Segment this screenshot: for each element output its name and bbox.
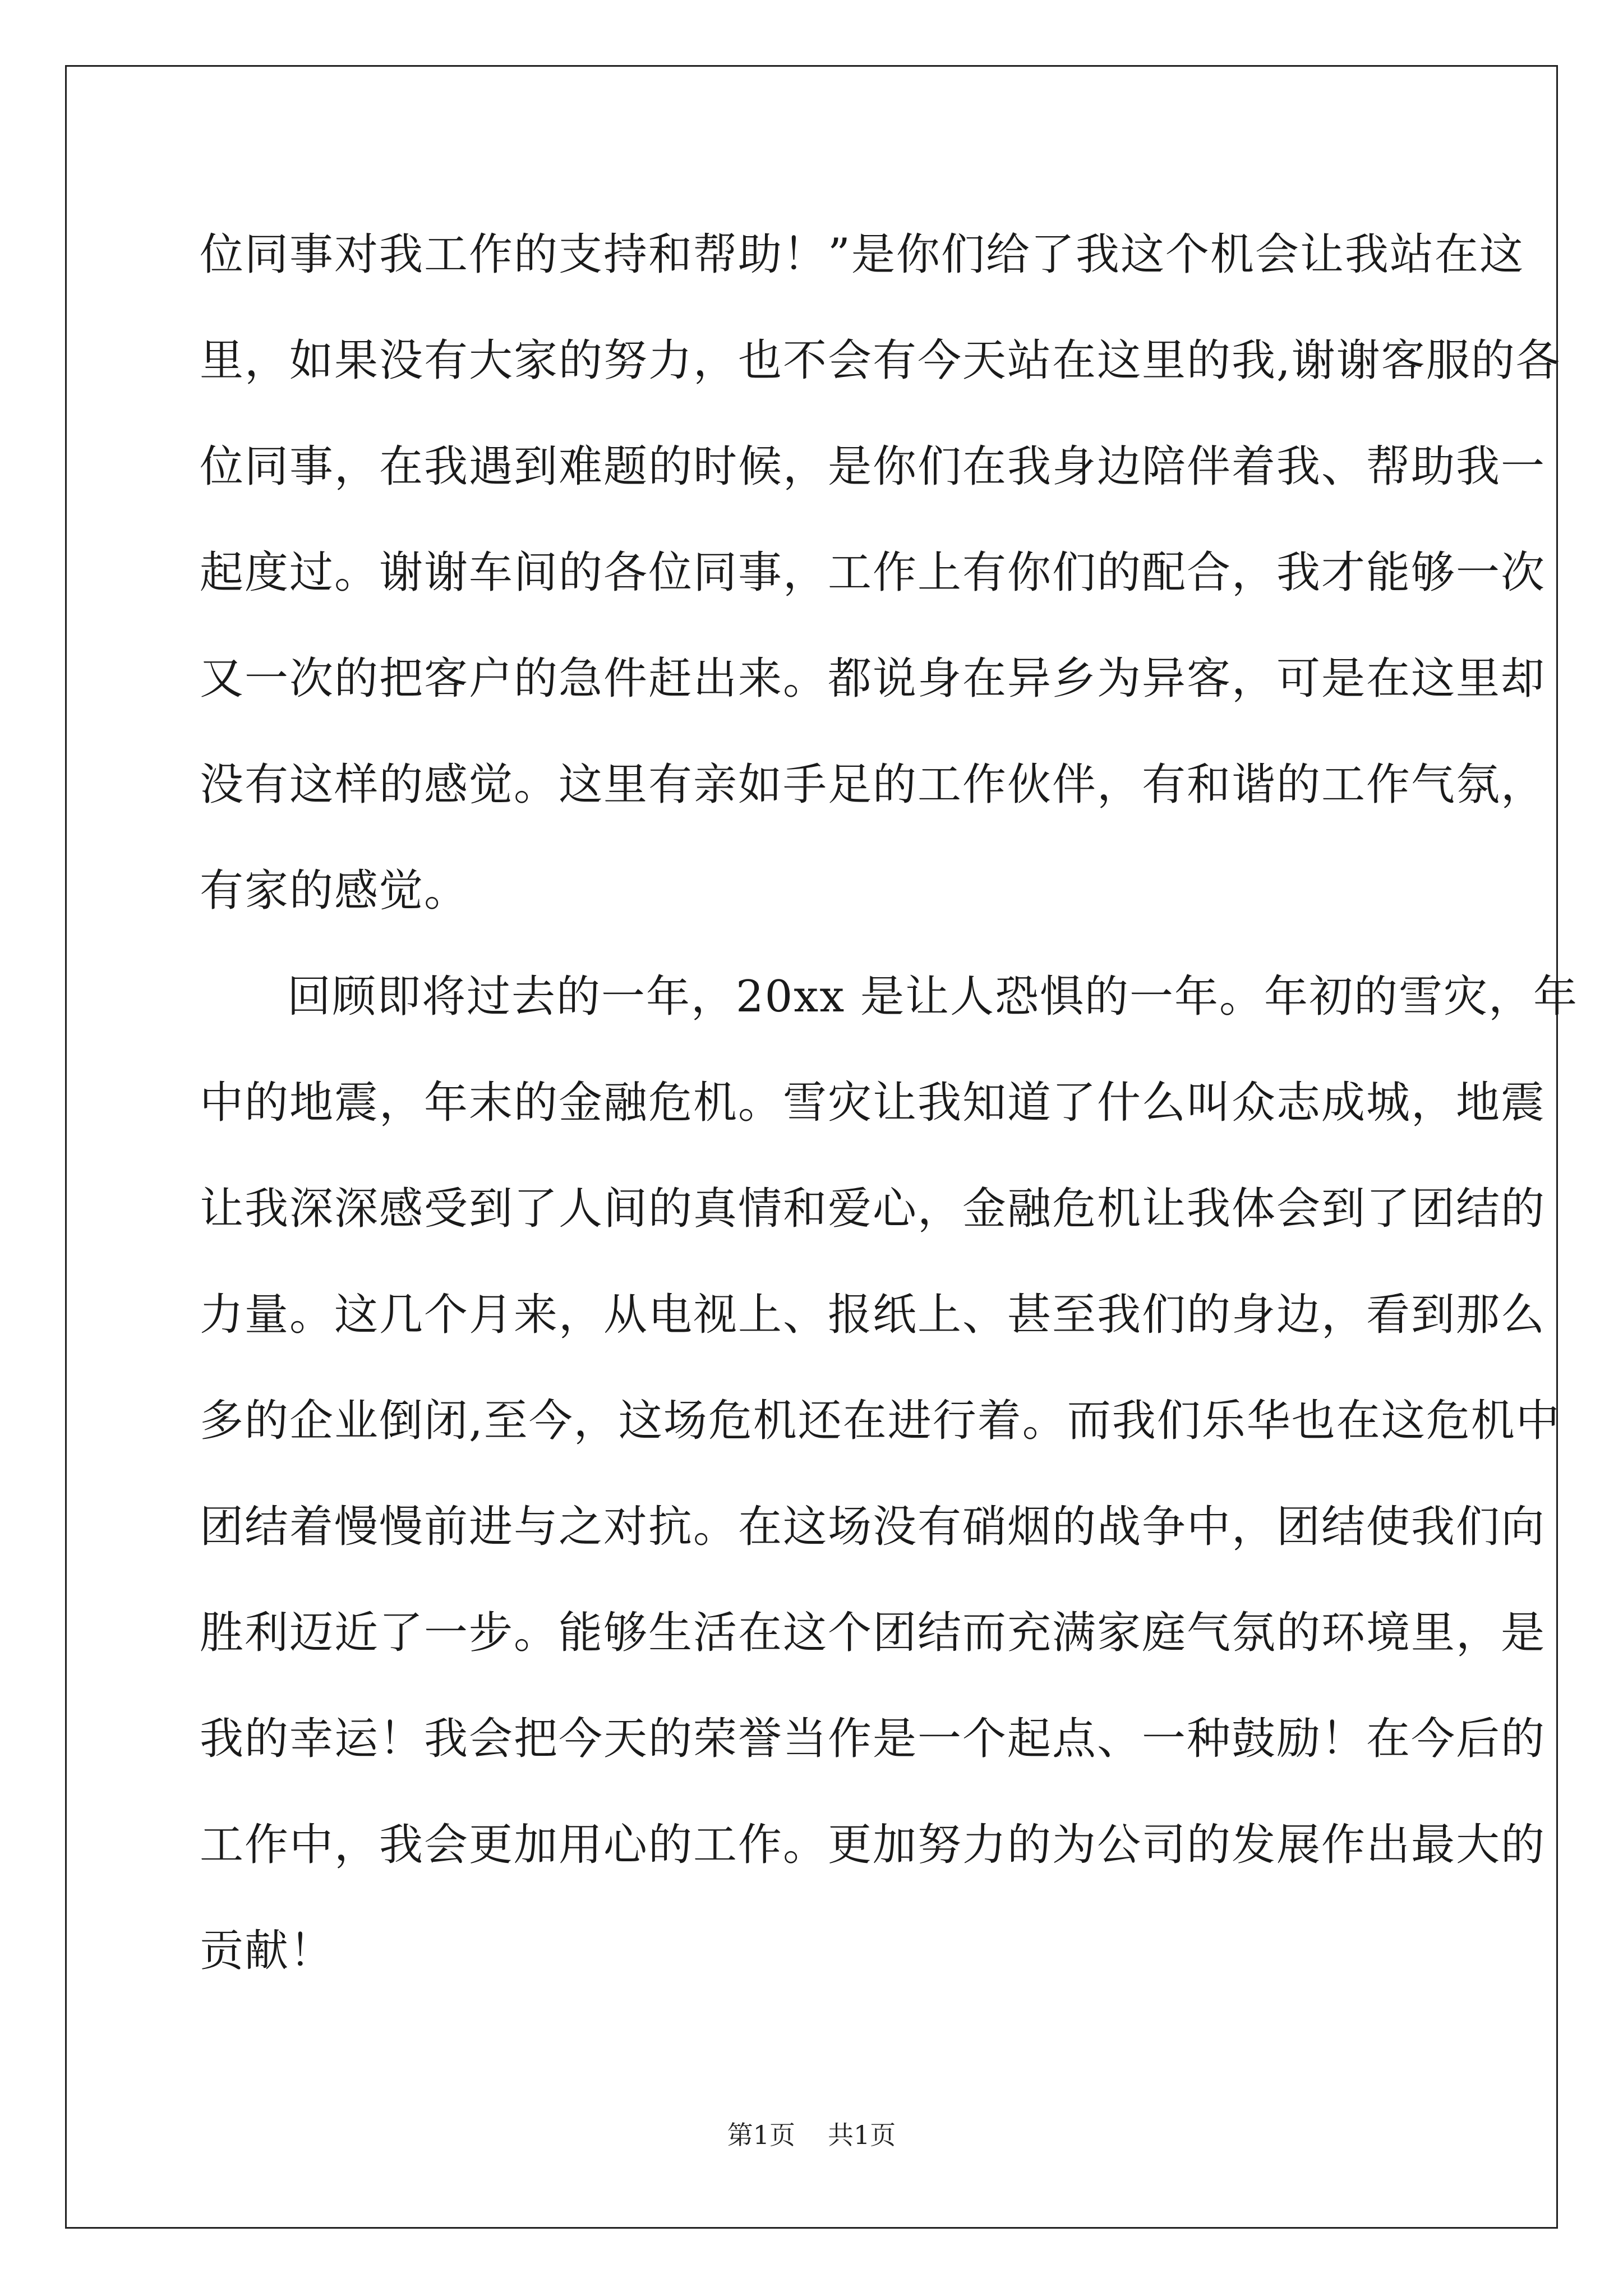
text-line: 多的企业倒闭,至今，这场危机还在进行着。而我们乐华也在这危机中 bbox=[200, 1396, 1561, 1446]
text-line: 工作中，我会更加用心的工作。更加努力的为公司的发展作出最大的 bbox=[200, 1820, 1546, 1870]
text-line: 没有这样的感觉。这里有亲如手足的工作伙伴，有和谐的工作气氛， bbox=[200, 760, 1546, 810]
text-line: 团结着慢慢前进与之对抗。在这场没有硝烟的战争中，团结使我们向 bbox=[200, 1502, 1546, 1552]
text-line: 又一次的把客户的急件赶出来。都说身在异乡为异客，可是在这里却 bbox=[200, 654, 1546, 704]
document-body bbox=[200, 202, 1579, 2004]
text-line: 让我深深感受到了人间的真情和爱心，金融危机让我体会到了团结的 bbox=[200, 1184, 1546, 1234]
paragraph-2 bbox=[200, 944, 1579, 2004]
text-line: 回顾即将过去的一年，20xx 是让人恐惧的一年。年初的雪灾，年 bbox=[287, 972, 1579, 1022]
text-line: 起度过。谢谢车间的各位同事，工作上有你们的配合，我才能够一次 bbox=[200, 547, 1546, 598]
text-line: 位同事，在我遇到难题的时候，是你们在我身边陪伴着我、帮助我一 bbox=[200, 441, 1546, 492]
page-footer bbox=[0, 2115, 1623, 2152]
text-line: 贡献！ bbox=[200, 1926, 335, 1976]
text-line: 有家的感觉。 bbox=[200, 866, 469, 916]
text-line: 位同事对我工作的支持和帮助！”是你们给了我这个机会让我站在这 bbox=[200, 229, 1524, 280]
paragraph-1 bbox=[200, 202, 1561, 944]
text-line: 里，如果没有大家的努力，也不会有今天站在这里的我,谢谢客服的各 bbox=[200, 335, 1561, 386]
page-total: 共1页 bbox=[828, 2120, 896, 2150]
text-line: 胜利迈近了一步。能够生活在这个团结而充满家庭气氛的环境里，是 bbox=[200, 1608, 1546, 1658]
text-line: 我的幸运！我会把今天的荣誉当作是一个起点、一种鼓励！在今后的 bbox=[200, 1714, 1546, 1764]
text-line: 力量。这几个月来，从电视上、报纸上、甚至我们的身边，看到那么 bbox=[200, 1290, 1546, 1340]
page-number: 第1页 bbox=[727, 2120, 795, 2150]
text-line: 中的地震，年末的金融危机。雪灾让我知道了什么叫众志成城，地震 bbox=[200, 1078, 1546, 1128]
